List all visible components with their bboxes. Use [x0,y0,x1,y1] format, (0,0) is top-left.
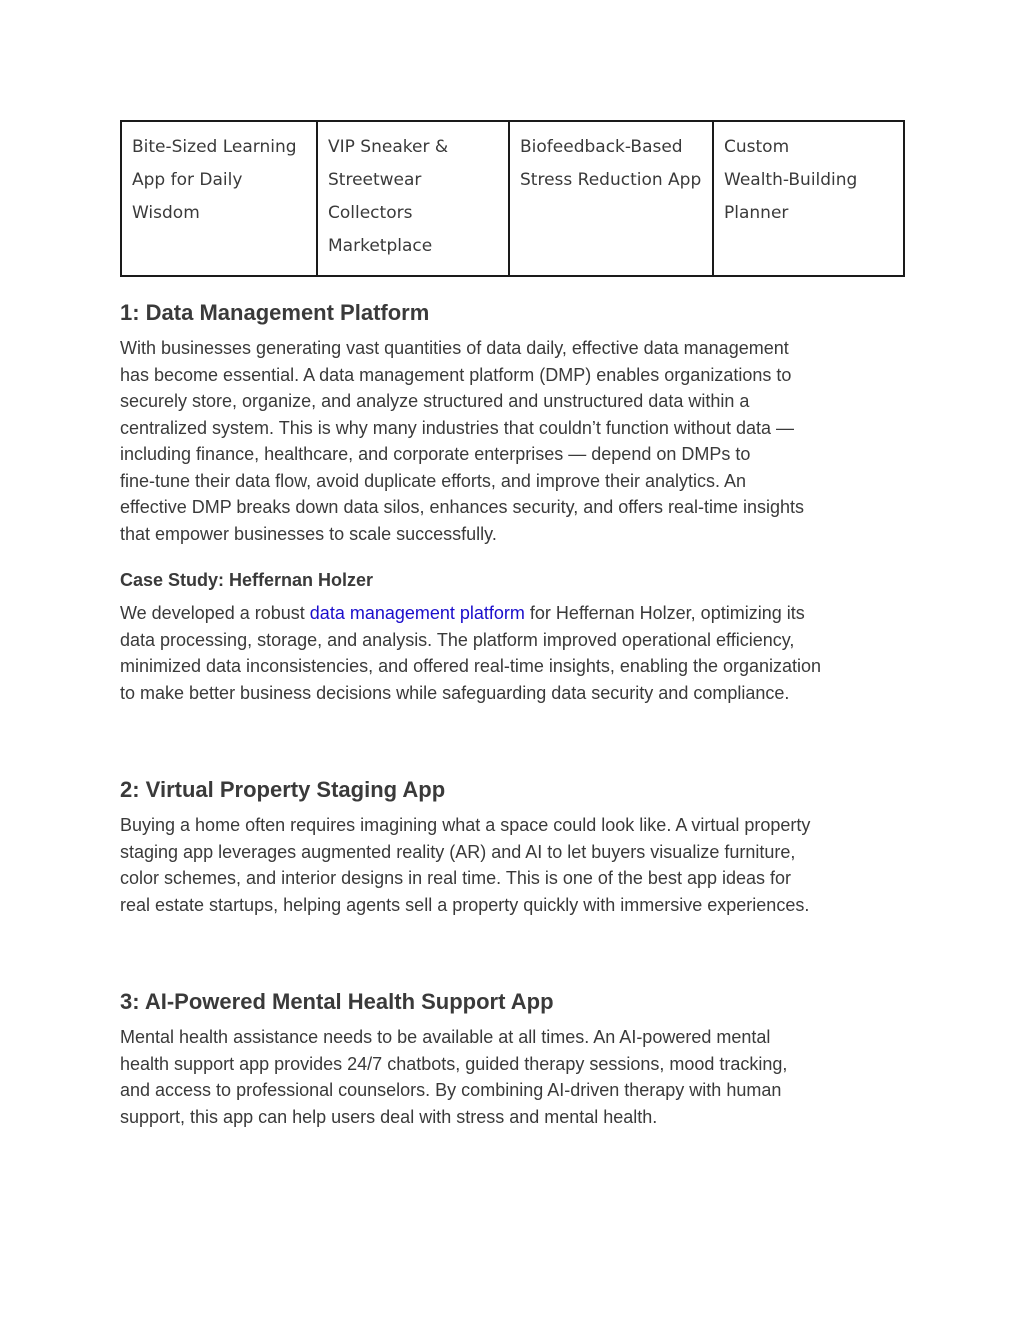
cell-line: VIP Sneaker & [328,137,449,157]
paragraph-line [120,600,910,627]
section-paragraph [120,335,910,547]
cell-line: Custom [724,137,790,157]
cell-line: Marketplace [328,236,433,256]
text-run: for Heffernan Holzer, optimizing its [524,603,805,623]
paragraph-line: effective DMP breaks down data silos, enhances security, and offers real-time insights [120,497,805,517]
cell-line: Stress Reduction App [520,170,702,190]
text-run: We developed a robust [120,603,310,623]
case-study-heading: Case Study: Heffernan Holzer [120,570,374,590]
paragraph-line: With businesses generating vast quantities of data daily, effective data management [120,338,789,358]
paragraph-line: minimized data inconsistencies, and offered real-time insights, enabling the organization [120,656,822,676]
paragraph-line: fine-tune their data flow, avoid duplicate efforts, and improve their analytics. An [120,470,747,491]
cell-line: Biofeedback-Based [520,137,683,157]
cell-line: Planner [724,203,789,223]
cell-line: Bite-Sized Learning [132,137,297,157]
paragraph-line: real estate startups, helping agents sell a property quickly with immersive experiences. [120,894,810,915]
paragraph-line: data processing, storage, and analysis. The platform improved operational efficiency, [120,629,795,650]
table-row [121,121,904,276]
paragraph-line: has become essential. A data management platform (DMP) enables organizations to [120,364,792,385]
paragraph-line: Buying a home often requires imagining what a space could look like. A virtual property [120,815,811,835]
section-paragraph [120,812,910,918]
paragraph-line: staging app leverages augmented reality (AR) and AI to let buyers visualize furniture, [120,841,796,862]
case-study-paragraph [120,600,910,706]
paragraph-line: that empower businesses to scale successfully. [120,523,497,544]
table-cell [713,121,904,276]
data-management-platform-link[interactable]: data management platform [309,603,525,623]
section-heading: 3: AI-Powered Mental Health Support App [120,989,554,1014]
app-ideas-table [120,120,905,277]
cell-line: App for Daily [132,170,243,190]
cell-line: Wealth-Building [724,170,858,190]
paragraph-line: centralized system. This is why many industries that couldn’t function without data — [120,417,794,438]
cell-line: Wisdom [132,203,200,223]
paragraph-line: including finance, healthcare, and corporate enterprises — depend on DMPs to [120,444,751,464]
section-heading: 2: Virtual Property Staging App [120,777,446,802]
paragraph-line: Mental health assistance needs to be available at all times. An AI-powered mental [120,1027,771,1047]
paragraph-line: securely store, organize, and analyze structured and unstructured data within a [120,391,750,411]
cell-line: Streetwear [328,170,422,190]
table-cell [317,121,509,276]
paragraph-line: color schemes, and interior designs in real time. This is one of the best app ideas for [120,868,792,888]
section-paragraph [120,1024,910,1130]
paragraph-line: health support app provides 24/7 chatbots, guided therapy sessions, mood tracking, [120,1053,788,1074]
table-cell [509,121,713,276]
section-heading: 1: Data Management Platform [120,300,430,325]
paragraph-line: to make better business decisions while safeguarding data security and compliance. [120,682,790,703]
table-cell [121,121,317,276]
paragraph-line: support, this app can help users deal with stress and mental health. [120,1106,658,1127]
paragraph-line: and access to professional counselors. By combining AI-driven therapy with human [120,1080,782,1100]
cell-line: Collectors [328,203,413,223]
